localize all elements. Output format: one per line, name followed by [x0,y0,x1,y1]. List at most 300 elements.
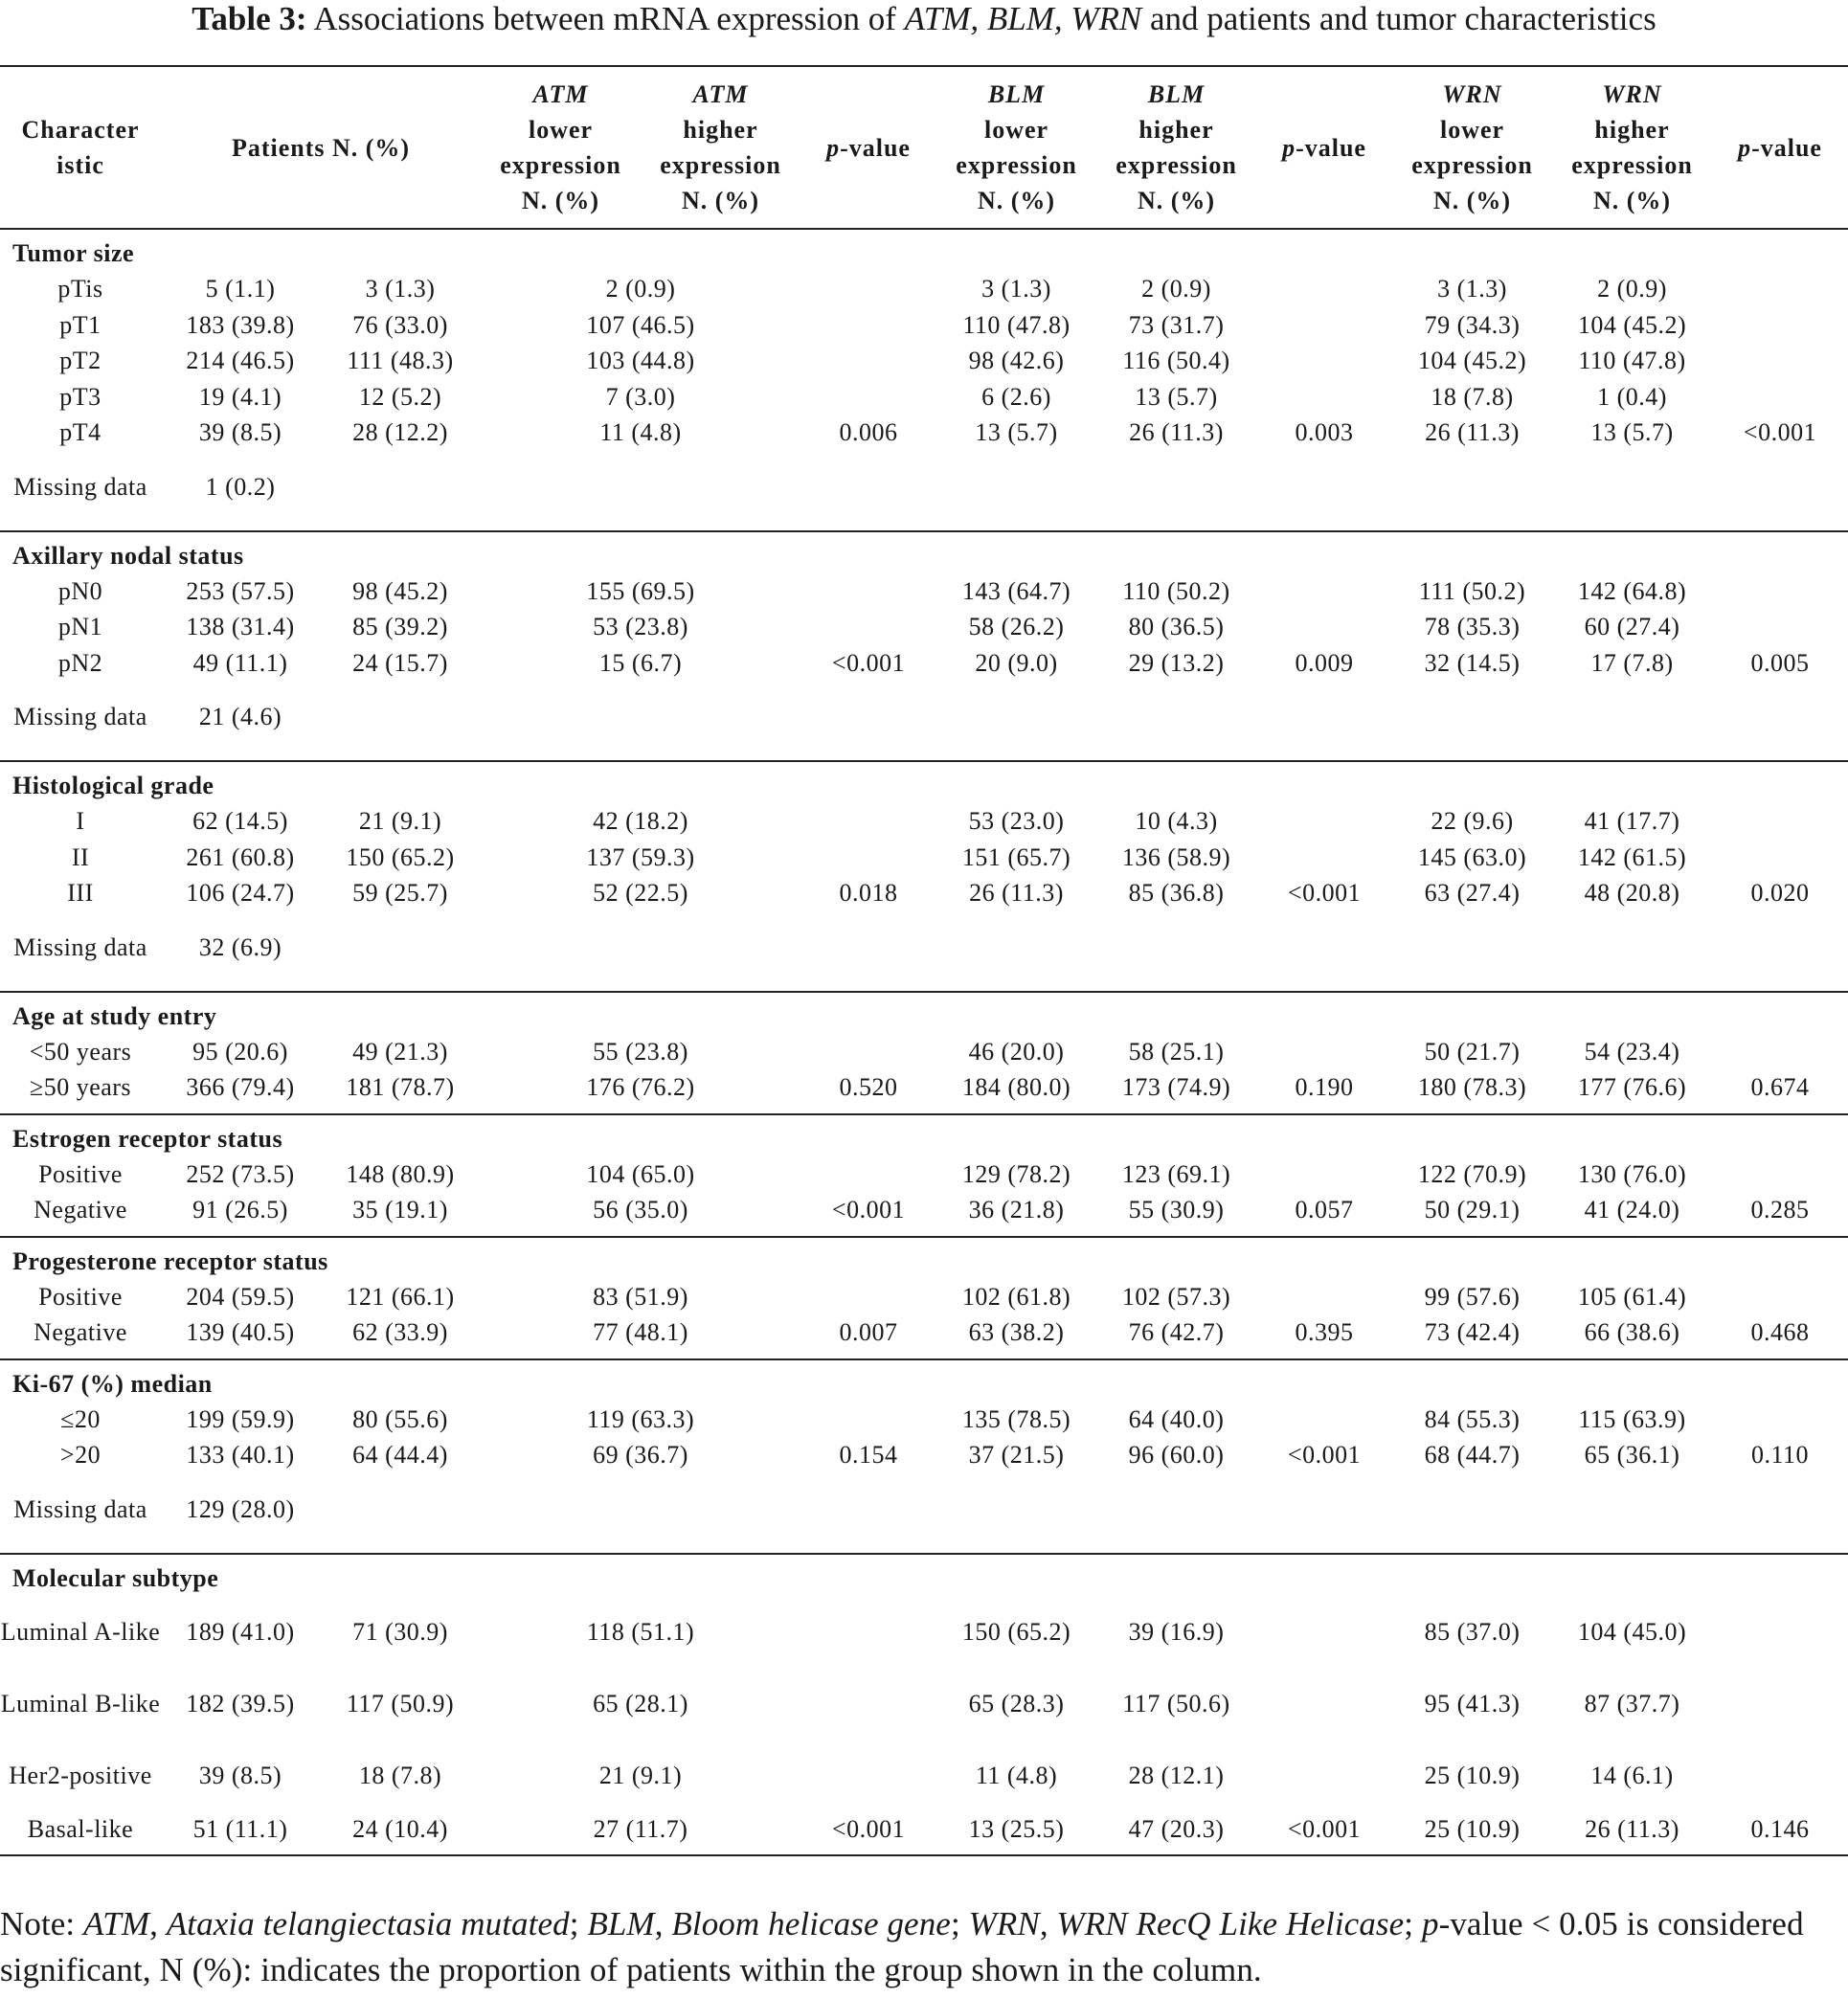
cell-patients-pct: 3 (1.3) [365,275,436,303]
cell-blm-higher: 85 (36.8) [1128,879,1225,908]
row-label: Missing data [0,681,161,761]
cell-blm-pvalue [1256,1402,1392,1438]
cell-atm-lower: 77 (48.1) [481,1314,800,1359]
cell-blm-lower: 13 (25.5) [936,1811,1096,1856]
cell-atm-lower: 65 (28.1) [593,1689,688,1717]
cell-blm-higher: 28 (12.1) [1128,1761,1225,1789]
cell-wrn-lower: 26 (11.3) [1425,418,1520,447]
cell-blm-pvalue [1256,451,1392,531]
cell-patients-pct: 24 (10.4) [320,1811,481,1856]
row-label: Positive [38,1159,123,1188]
cell-blm-higher: 110 (50.2) [1122,576,1230,605]
cell-patients-pct [320,681,481,761]
cell-wrn-lower: 95 (41.3) [1424,1689,1521,1717]
cell-atm-lower: 11 (4.8) [599,418,682,447]
cell-atm-lower: 69 (36.7) [593,1441,688,1470]
cell-atm-pvalue [800,307,936,344]
cell-patients-pct: 111 (48.3) [347,347,454,375]
cell-wrn-lower: 122 (70.9) [1417,1159,1527,1188]
cell-blm-lower: 58 (26.2) [968,613,1065,641]
cell-blm-pvalue [1256,609,1392,645]
cell-blm-pvalue [1256,681,1392,761]
row-label: Negative [0,1314,161,1359]
cell-blm-pvalue [1256,573,1392,610]
cell-atm-lower: 107 (46.5) [586,310,695,339]
cell-blm-lower: 6 (2.6) [981,382,1051,411]
row-label: Luminal A-like [0,1617,161,1646]
cell-blm-pvalue [1256,1279,1392,1315]
cell-wrn-lower: 18 (7.8) [1431,382,1514,411]
header-characteristic: Character istic [0,66,161,229]
row-label: pT1 [59,310,101,339]
cell-wrn-lower: 25 (10.9) [1392,1811,1552,1856]
cell-patients-pct: 35 (19.1) [320,1192,481,1237]
cell-wrn-higher: 87 (37.7) [1584,1689,1680,1717]
group-title: Histological grade [12,772,214,799]
cell-patients-n: 19 (4.1) [198,382,282,411]
table-row [0,1156,1848,1193]
row-label: Missing data [0,451,161,531]
table-header [0,66,1848,229]
cell-blm-lower: 184 (80.0) [936,1069,1096,1114]
table-row [0,1596,1848,1668]
cell-atm-pvalue [800,1740,936,1811]
header-patients: Patients N. (%) [161,66,481,229]
table-row [0,1192,1848,1237]
cell-wrn-pvalue [1712,840,1848,876]
cell-patients-pct: 80 (55.6) [352,1404,448,1433]
cell-wrn-higher: 104 (45.0) [1577,1617,1687,1646]
table-row [0,343,1848,379]
cell-atm-pvalue: 0.006 [839,418,898,447]
cell-wrn-lower: 22 (9.6) [1431,807,1514,836]
row-label: II [71,842,90,871]
cell-patients-n: 214 (46.5) [186,347,295,375]
cell-wrn-higher: 105 (61.4) [1577,1282,1687,1311]
row-group [0,1237,1848,1359]
cell-blm-pvalue [1256,379,1392,415]
cell-blm-pvalue [1256,343,1392,379]
cell-atm-pvalue [800,451,936,531]
cell-wrn-lower: 180 (78.3) [1392,1069,1552,1114]
cell-patients-n: 39 (8.5) [198,1761,282,1789]
cell-patients-n: 5 (1.1) [205,275,276,303]
row-group [0,1114,1848,1237]
cell-patients-n: 204 (59.5) [186,1282,295,1311]
row-label: pN0 [57,576,103,605]
cell-wrn-higher: 66 (38.6) [1552,1314,1712,1359]
cell-blm-higher [1096,1473,1256,1554]
row-label: pTis [57,275,103,303]
table-caption [0,0,1848,38]
cell-patients-pct: 181 (78.7) [320,1069,481,1114]
cell-atm-lower: 56 (35.0) [481,1192,800,1237]
data-table [0,65,1848,1856]
cell-atm-pvalue [800,1279,936,1315]
cell-patients-pct: 12 (5.2) [358,382,442,411]
cell-atm-lower: 52 (22.5) [593,879,688,908]
cell-atm-pvalue [800,609,936,645]
table-row [0,1069,1848,1114]
cell-wrn-pvalue: 0.110 [1750,1441,1810,1470]
cell-blm-lower [936,681,1096,761]
cell-atm-pvalue [800,573,936,610]
cell-blm-lower: 150 (65.2) [961,1617,1071,1646]
cell-blm-lower [936,451,1096,531]
cell-blm-higher: 39 (16.9) [1128,1617,1225,1646]
row-label: <50 years [29,1037,132,1066]
cell-wrn-higher: 41 (24.0) [1552,1192,1712,1237]
cell-wrn-lower: 63 (27.4) [1424,879,1521,908]
row-label: Positive [38,1282,123,1311]
table-row [0,875,1848,911]
table-row [0,840,1848,876]
cell-wrn-higher: 130 (76.0) [1577,1159,1687,1188]
table-row [0,803,1848,840]
cell-blm-lower: 53 (23.0) [968,807,1065,836]
cell-patients-n: 138 (31.4) [186,613,295,641]
cell-blm-higher: 76 (42.7) [1096,1314,1256,1359]
cell-wrn-pvalue: <0.001 [1743,418,1817,447]
cell-blm-higher: 96 (60.0) [1128,1441,1225,1470]
cell-wrn-pvalue [1712,451,1848,531]
cell-wrn-pvalue: 0.020 [1750,879,1810,908]
cell-patients-pct: 98 (45.2) [352,576,448,605]
header-blm-pvalue: p-value [1256,66,1392,229]
cell-patients-pct: 64 (44.4) [352,1441,448,1470]
cell-wrn-pvalue [1712,803,1848,840]
cell-wrn-pvalue [1712,1740,1848,1811]
header-wrn-higher: WRN higher expression N. (%) [1552,66,1712,229]
cell-atm-pvalue: <0.001 [831,648,906,677]
cell-blm-pvalue [1256,803,1392,840]
cell-blm-higher: 102 (57.3) [1121,1282,1231,1311]
cell-blm-lower: 98 (42.6) [968,347,1065,375]
group-title: Axillary nodal status [12,541,244,570]
cell-blm-higher: 64 (40.0) [1128,1404,1225,1433]
cell-atm-lower: 104 (65.0) [586,1159,695,1188]
table-row [0,1279,1848,1315]
table-row [0,573,1848,610]
cell-wrn-pvalue: 0.468 [1712,1314,1848,1359]
cell-blm-pvalue [1256,1156,1392,1193]
cell-wrn-lower [1392,911,1552,992]
header-atm-higher: ATM higher expression N. (%) [641,66,800,229]
row-label: pN1 [57,613,103,641]
cell-blm-lower: 102 (61.8) [961,1282,1071,1311]
cell-wrn-pvalue [1712,1279,1848,1315]
cell-wrn-lower: 32 (14.5) [1424,648,1521,677]
cell-wrn-pvalue: 0.146 [1712,1811,1848,1856]
cell-wrn-lower: 84 (55.3) [1424,1404,1521,1433]
cell-wrn-pvalue [1712,1668,1848,1740]
row-label: pN2 [57,648,103,677]
cell-wrn-pvalue [1712,1156,1848,1193]
cell-patients-pct: 18 (7.8) [358,1761,442,1789]
cell-wrn-pvalue [1712,681,1848,761]
cell-blm-lower: 110 (47.8) [962,310,1070,339]
cell-atm-lower: 53 (23.8) [593,613,688,641]
cell-wrn-lower: 85 (37.0) [1424,1617,1521,1646]
cell-atm-lower: 27 (11.7) [481,1811,800,1856]
cell-patients-n: 199 (59.9) [186,1404,295,1433]
table-row [0,1473,1848,1554]
cell-wrn-higher [1552,911,1712,992]
cell-wrn-pvalue [1712,1473,1848,1554]
cell-atm-lower: 83 (51.9) [593,1282,688,1311]
row-label: Negative [0,1192,161,1237]
cell-patients-n: 253 (57.5) [186,576,295,605]
cell-wrn-higher: 104 (45.2) [1577,310,1687,339]
cell-wrn-pvalue [1712,1402,1848,1438]
cell-blm-lower: 37 (21.5) [968,1441,1065,1470]
table-row [0,307,1848,344]
cell-atm-lower: 103 (44.8) [586,347,695,375]
cell-atm-lower [481,451,800,531]
cell-patients-n: 39 (8.5) [198,418,282,447]
cell-patients-n: 183 (39.8) [186,310,295,339]
cell-wrn-higher: 60 (27.4) [1584,613,1680,641]
cell-atm-pvalue: 0.007 [800,1314,936,1359]
row-label: Her2-positive [9,1761,152,1789]
cell-atm-pvalue: 0.520 [800,1069,936,1114]
group-title: Progesterone receptor status [12,1246,328,1275]
cell-wrn-higher: 65 (36.1) [1584,1441,1680,1470]
table-row [0,911,1848,992]
cell-blm-pvalue [1256,307,1392,344]
cell-atm-pvalue [800,1156,936,1193]
cell-blm-higher: 116 (50.4) [1122,347,1230,375]
cell-blm-lower: 143 (64.7) [961,576,1071,605]
cell-wrn-pvalue [1712,573,1848,610]
group-title: Age at study entry [12,1001,217,1030]
cell-wrn-higher: 142 (61.5) [1577,842,1687,871]
cell-patients-pct: 148 (80.9) [346,1159,455,1188]
cell-blm-lower: 26 (11.3) [969,879,1064,908]
cell-blm-pvalue: 0.009 [1295,648,1354,677]
cell-atm-pvalue: 0.154 [839,1441,898,1470]
cell-wrn-pvalue: 0.674 [1712,1069,1848,1114]
row-group [0,1359,1848,1554]
cell-wrn-higher: 48 (20.8) [1584,879,1680,908]
cell-patients-pct [320,911,481,992]
cell-blm-lower [936,911,1096,992]
cell-atm-pvalue [800,1473,936,1554]
cell-blm-pvalue: 0.190 [1256,1069,1392,1114]
cell-wrn-pvalue [1712,911,1848,992]
row-label: III [67,879,94,908]
cell-atm-pvalue [800,1668,936,1740]
cell-blm-higher [1096,451,1256,531]
cell-atm-pvalue [800,681,936,761]
table-row [0,1314,1848,1359]
cell-wrn-higher: 13 (5.7) [1590,418,1674,447]
cell-patients-pct [320,451,481,531]
cell-patients-pct: 71 (30.9) [352,1617,448,1646]
cell-patients-pct [320,1473,481,1554]
cell-wrn-lower: 79 (34.3) [1424,310,1521,339]
cell-patients-pct: 121 (66.1) [346,1282,455,1311]
table-row [0,1437,1848,1473]
cell-atm-lower [481,911,800,992]
cell-patients-n: 49 (11.1) [192,648,288,677]
row-label: Missing data [0,1473,161,1554]
cell-wrn-pvalue: 0.285 [1712,1192,1848,1237]
cell-blm-lower: 63 (38.2) [936,1314,1096,1359]
cell-atm-pvalue: <0.001 [800,1192,936,1237]
cell-blm-pvalue [1256,1596,1392,1668]
cell-blm-higher: 26 (11.3) [1129,418,1224,447]
header-blm-higher: BLM higher expression N. (%) [1096,66,1256,229]
cell-patients-pct: 28 (12.2) [352,418,448,447]
cell-wrn-lower: 73 (42.4) [1392,1314,1552,1359]
cell-patients-n: 189 (41.0) [186,1617,295,1646]
table-row [0,1034,1848,1070]
cell-blm-pvalue: <0.001 [1287,879,1362,908]
row-group [0,992,1848,1114]
row-label: pT3 [59,382,101,411]
cell-wrn-pvalue [1712,271,1848,307]
cell-atm-pvalue [800,840,936,876]
cell-wrn-lower: 104 (45.2) [1417,347,1527,375]
row-label: I [76,807,85,836]
cell-blm-lower: 20 (9.0) [975,648,1058,677]
cell-wrn-higher: 1 (0.4) [1597,382,1667,411]
cell-wrn-lower: 78 (35.3) [1424,613,1521,641]
table-row [0,1668,1848,1740]
cell-patients-n: 366 (79.4) [161,1069,320,1114]
cell-patients-pct: 59 (25.7) [352,879,448,908]
cell-wrn-higher [1552,451,1712,531]
table-row [0,1740,1848,1811]
caption-genes: ATM, BLM, WRN [904,0,1142,37]
cell-wrn-higher: 142 (64.8) [1577,576,1687,605]
cell-wrn-higher: 14 (6.1) [1590,1761,1674,1789]
cell-patients-pct: 76 (33.0) [352,310,448,339]
cell-patients-pct: 117 (50.9) [346,1689,455,1717]
group-title: Molecular subtype [12,1563,219,1592]
cell-wrn-higher [1552,681,1712,761]
cell-patients-n: 21 (4.6) [161,681,320,761]
cell-blm-pvalue [1256,1668,1392,1740]
cell-patients-pct: 49 (21.3) [352,1037,448,1066]
header-atm-lower: ATM lower expression N. (%) [481,66,641,229]
row-label: ≤20 [60,1404,101,1433]
cell-atm-lower: 55 (23.8) [593,1037,688,1066]
cell-atm-pvalue: 0.018 [839,879,898,908]
cell-wrn-higher [1552,1473,1712,1554]
group-title: Estrogen receptor status [12,1124,283,1153]
cell-patients-n: 95 (20.6) [192,1037,288,1066]
table-row [0,1811,1848,1856]
header-blm-lower: BLM lower expression N. (%) [936,66,1096,229]
caption-text-b: and patients and tumor characteristics [1141,0,1656,37]
header-wrn-lower: WRN lower expression N. (%) [1392,66,1552,229]
cell-wrn-higher: 26 (11.3) [1552,1811,1712,1856]
cell-atm-lower: 176 (76.2) [481,1069,800,1114]
table-row [0,271,1848,307]
cell-atm-pvalue [800,1034,936,1070]
cell-blm-lower: 46 (20.0) [968,1037,1065,1066]
cell-blm-higher: 117 (50.6) [1122,1689,1230,1717]
cell-atm-lower: 137 (59.3) [586,842,695,871]
cell-blm-pvalue: 0.395 [1256,1314,1392,1359]
cell-wrn-higher: 177 (76.6) [1552,1069,1712,1114]
cell-wrn-lower [1392,1473,1552,1554]
row-label: Missing data [0,911,161,992]
cell-wrn-pvalue [1712,343,1848,379]
table-row [0,645,1848,682]
cell-patients-pct: 62 (33.9) [320,1314,481,1359]
cell-patients-n: 91 (26.5) [161,1192,320,1237]
row-label: Basal-like [0,1811,161,1856]
cell-blm-higher: 13 (5.7) [1135,382,1218,411]
cell-atm-pvalue [800,271,936,307]
table-note: Note: ATM, Ataxia telangiectasia mutated; BLM, Bloom helicase gene; WRN, WRN RecQ Like Helicase; p-value < 0.05 is considered significant, N (%): indicates the proportion of patients within the group shown in the column. [0,1905,1804,1988]
cell-wrn-higher: 110 (47.8) [1578,347,1686,375]
cell-wrn-lower: 99 (57.6) [1424,1282,1521,1311]
cell-blm-higher: 58 (25.1) [1128,1037,1225,1066]
cell-wrn-pvalue [1712,1596,1848,1668]
cell-wrn-lower: 50 (21.7) [1424,1037,1521,1066]
cell-blm-lower: 36 (21.8) [936,1192,1096,1237]
cell-blm-pvalue [1256,271,1392,307]
cell-patients-pct: 85 (39.2) [352,613,448,641]
row-label: ≥50 years [0,1069,161,1114]
cell-blm-pvalue [1256,1473,1392,1554]
cell-atm-pvalue [800,343,936,379]
cell-blm-pvalue [1256,1740,1392,1811]
cell-blm-lower: 151 (65.7) [961,842,1071,871]
cell-wrn-lower: 145 (63.0) [1417,842,1527,871]
cell-atm-lower: 42 (18.2) [593,807,688,836]
cell-blm-lower [936,1473,1096,1554]
cell-blm-pvalue [1256,840,1392,876]
table-row [0,681,1848,761]
cell-wrn-pvalue [1712,1034,1848,1070]
cell-wrn-higher: 54 (23.4) [1584,1037,1680,1066]
cell-blm-higher: 2 (0.9) [1141,275,1211,303]
table-row [0,379,1848,415]
table-row [0,1402,1848,1438]
cell-atm-lower [481,681,800,761]
header-atm-pvalue: p-value [800,66,936,229]
cell-blm-lower: 135 (78.5) [961,1404,1071,1433]
cell-blm-higher [1096,681,1256,761]
cell-wrn-lower [1392,681,1552,761]
row-label: >20 [59,1441,101,1470]
cell-wrn-lower: 68 (44.7) [1424,1441,1521,1470]
cell-blm-lower: 65 (28.3) [968,1689,1065,1717]
cell-atm-pvalue [800,911,936,992]
cell-blm-higher: 80 (36.5) [1128,613,1225,641]
cell-patients-n: 32 (6.9) [161,911,320,992]
cell-atm-pvalue: <0.001 [800,1811,936,1856]
table-row [0,451,1848,531]
cell-blm-higher: 10 (4.3) [1135,807,1218,836]
cell-blm-pvalue: <0.001 [1287,1441,1362,1470]
cell-wrn-lower: 25 (10.9) [1424,1761,1521,1789]
cell-wrn-lower: 3 (1.3) [1437,275,1507,303]
cell-wrn-pvalue [1712,379,1848,415]
cell-patients-n: 139 (40.5) [161,1314,320,1359]
cell-patients-n: 252 (73.5) [186,1159,295,1188]
table-row [0,415,1848,451]
cell-patients-n: 129 (28.0) [161,1473,320,1554]
group-title: Tumor size [12,239,135,267]
row-label: pT4 [59,418,101,447]
cell-wrn-pvalue [1712,307,1848,344]
